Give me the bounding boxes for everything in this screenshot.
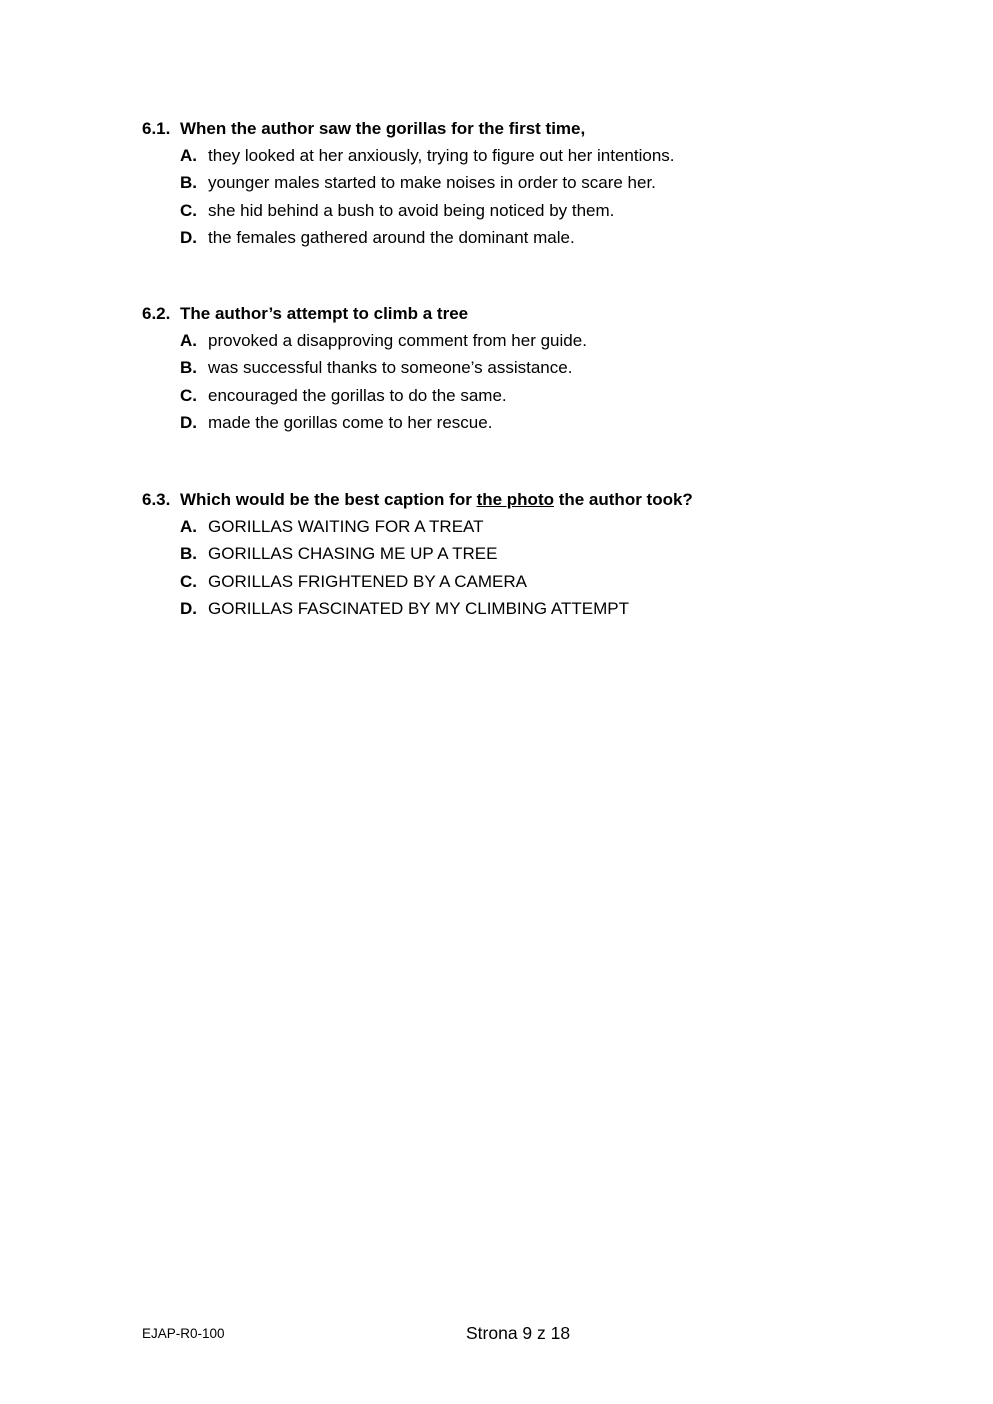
- question-number: 6.2.: [142, 304, 171, 323]
- option-text: she hid behind a bush to avoid being noticed by them.: [208, 200, 615, 220]
- answer-option-b[interactable]: [142, 173, 902, 200]
- question-text: The author’s attempt to climb a tree: [180, 304, 469, 323]
- option-letter: C.: [180, 200, 197, 220]
- question-number: 6.1.: [142, 119, 171, 138]
- option-text: provoked a disapproving comment from her guide.: [208, 331, 587, 350]
- underlined-phrase: the photo: [476, 490, 554, 509]
- option-text: encouraged the gorillas to do the same.: [208, 385, 507, 405]
- question-stem: [142, 490, 902, 517]
- option-text: made the gorillas come to her rescue.: [208, 412, 493, 432]
- question-stem: [142, 304, 902, 331]
- option-text: GORILLAS FASCINATED BY MY CLIMBING ATTEMPT: [208, 598, 629, 618]
- question-number: 6.3.: [142, 490, 171, 509]
- option-letter: D.: [180, 598, 197, 618]
- question-6-3: [142, 490, 902, 626]
- option-letter: C.: [180, 385, 197, 405]
- question-text: [180, 490, 693, 517]
- question-6-1: [142, 119, 902, 255]
- answer-option-a[interactable]: [142, 146, 902, 173]
- option-letter: D.: [180, 227, 197, 247]
- option-letter: B.: [180, 173, 197, 193]
- answer-option-a[interactable]: [142, 517, 902, 544]
- option-letter: D.: [180, 412, 197, 432]
- answer-option-c[interactable]: [142, 201, 902, 228]
- answer-option-c[interactable]: [142, 386, 902, 413]
- option-text: the females gathered around the dominant male.: [208, 227, 575, 247]
- question-text-before: Which would be the best caption for: [180, 490, 477, 509]
- option-text: was successful thanks to someone’s assistance.: [208, 358, 573, 378]
- option-letter: C.: [180, 571, 197, 591]
- option-letter: B.: [180, 544, 197, 564]
- option-letter: B.: [180, 358, 197, 378]
- option-letter: A.: [180, 331, 197, 350]
- answer-option-b[interactable]: [142, 358, 902, 385]
- answer-option-d[interactable]: [142, 413, 902, 440]
- question-stem: [142, 119, 902, 146]
- option-text: younger males started to make noises in order to scare her.: [208, 173, 656, 193]
- answer-option-c[interactable]: [142, 572, 902, 599]
- question-text: When the author saw the gorillas for the first time,: [180, 119, 586, 138]
- answer-option-a[interactable]: [142, 331, 902, 358]
- exam-code: EJAP-R0-100: [142, 1326, 225, 1341]
- answer-option-d[interactable]: [142, 599, 902, 626]
- option-text: GORILLAS CHASING ME UP A TREE: [208, 544, 498, 564]
- option-text: they looked at her anxiously, trying to figure out her intentions.: [208, 146, 675, 165]
- question-6-2: [142, 304, 902, 440]
- question-text-after: the author took?: [553, 490, 693, 509]
- page-number: Strona 9 z 18: [466, 1323, 571, 1343]
- option-text: GORILLAS WAITING FOR A TREAT: [208, 517, 484, 536]
- answer-option-d[interactable]: [142, 228, 902, 255]
- option-letter: A.: [180, 146, 197, 165]
- answer-option-b[interactable]: [142, 544, 902, 571]
- option-letter: A.: [180, 517, 197, 536]
- option-text: GORILLAS FRIGHTENED BY A CAMERA: [208, 571, 527, 591]
